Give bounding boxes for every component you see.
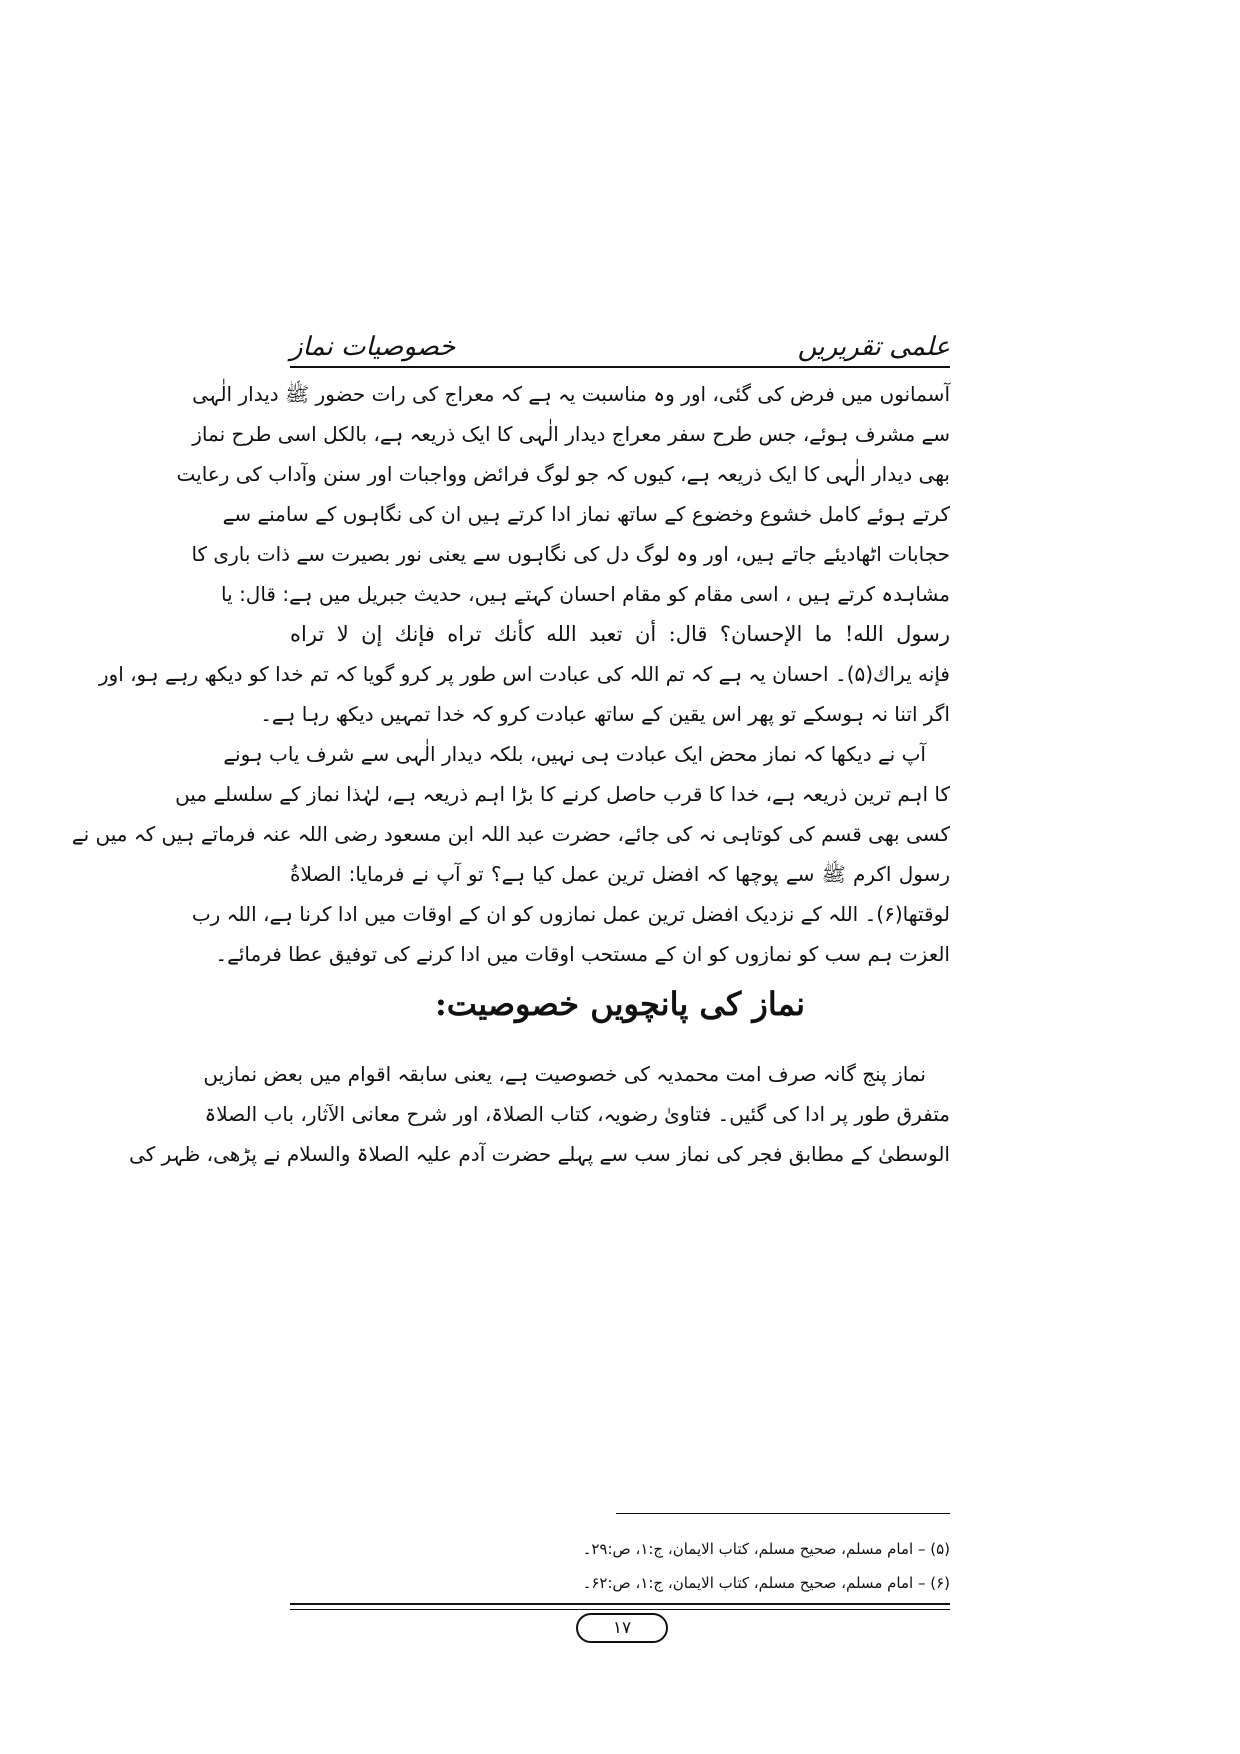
chapter-title: خصوصیات نماز [290,332,456,362]
paragraph-line: مشاہدہ کرتے ہیں ، اسی مقام کو مقام احسان کہتے ہیں، حدیث جبریل میں ہے: قال: یا [221,582,950,606]
paragraph-line: الوسطیٰ کے مطابق فجر کی نماز سب سے پہلے حضرت آدم علیہ الصلاۃ والسلام نے پڑھی، ظہر کی [129,1142,950,1166]
running-header [290,322,950,362]
header-rule [290,366,950,368]
paragraph-line: حجابات اٹھادیئے جاتے ہیں، اور وہ لوگ دل کی نگاہوں سے یعنی نور بصیرت سے ذات باری کا [191,542,950,566]
footnote-5: (۵) – امام مسلم، صحیح مسلم، کتاب الایمان، ج:۱، ص:۲۹۔ [582,1540,950,1558]
paragraph-line: اگر اتنا نہ ہوسکے تو پھر اس یقین کے ساتھ عبادت کرو کہ خدا تمہیں دیکھ رہا ہے۔ [260,702,950,726]
paragraph-line: رسول اکرم ﷺ سے پوچھا کہ افضل ترین عمل کیا ہے؟ تو آپ نے فرمایا: الصلاةُ [290,862,950,886]
arabic-hadith-line: رسول الله! ما الإحسان؟ قال: أن تعبد الله كأنك تراه فإنك إن لا تراه [290,622,950,646]
paragraph-line: متفرق طور پر ادا کی گئیں۔ فتاویٰ رضویہ، کتاب الصلاۃ، اور شرح معانی الآثار، باب الصلاۃ [204,1102,950,1126]
footnote-6: (۶) – امام مسلم، صحیح مسلم، کتاب الایمان، ج:۱، ص:۶۲۔ [582,1574,950,1592]
paragraph-line: کسی بھی قسم کی کوتاہی نہ کی جائے، حضرت عبد اللہ ابن مسعود رضی اللہ عنہ فرماتے ہیں کہ میں نے [71,822,950,846]
paragraph-line: العزت ہم سب کو نمازوں کو ان کے مستحب اوقات میں ادا کرنے کی توفیق عطا فرمائے۔ [215,942,950,966]
footnotes [290,1532,950,1600]
paragraph-line: نماز پنج گانہ صرف امت محمدیہ کی خصوصیت ہے، یعنی سابقہ اقوام میں بعض نمازیں [203,1062,926,1086]
paragraph-line: فإنه يراك(۵)۔ احسان یہ ہے کہ تم اللہ کی عبادت اس طور پر کرو گویا کہ تم خدا کو دیکھ رہے ہو، اور [98,662,950,686]
bottom-rule [290,1603,950,1605]
book-title: علمی تقریریں [797,332,950,362]
paragraph-line: کرتے ہوئے کامل خشوع وخضوع کے ساتھ نماز ادا کرتے ہیں ان کی نگاہوں کے سامنے سے [222,502,950,526]
page-number: ۱۷ [576,1613,668,1643]
section-heading: نماز کی پانچویں خصوصیت: [434,985,806,1023]
paragraph-line: آسمانوں میں فرض کی گئی، اور وہ مناسبت یہ ہے کہ معراج کی رات حضور ﷺ دیدار الٰہی [192,382,950,406]
paragraph-line: آپ نے دیکھا کہ نماز محض ایک عبادت ہی نہیں، بلکہ دیدار الٰہی سے شرف یاب ہونے [223,742,926,766]
paragraph-line: لوقتها(۶)۔ اللہ کے نزدیک افضل ترین عمل نمازوں کو ان کے اوقات میں ادا کرنا ہے، اللہ رب [191,902,950,926]
bottom-rule-thin [290,1609,950,1610]
section-paragraph [129,1054,950,1174]
paragraph-1 [98,374,950,734]
paragraph-line: سے مشرف ہوئے، جس طرح سفر معراج دیدار الٰہی کا ایک ذریعہ ہے، بالکل اسی طرح نماز [192,422,950,446]
paragraph-line: بھی دیدار الٰہی کا ایک ذریعہ ہے، کیوں کہ جو لوگ فرائض وواجبات اور سنن وآداب کی رعایت [176,462,950,486]
paragraph-2 [71,734,950,974]
footnote-rule [616,1513,950,1514]
paragraph-line: کا اہم ترین ذریعہ ہے، خدا کا قرب حاصل کرنے کا بڑا اہم ذریعہ ہے، لہٰذا نماز کے سلسلے میں [175,782,950,806]
